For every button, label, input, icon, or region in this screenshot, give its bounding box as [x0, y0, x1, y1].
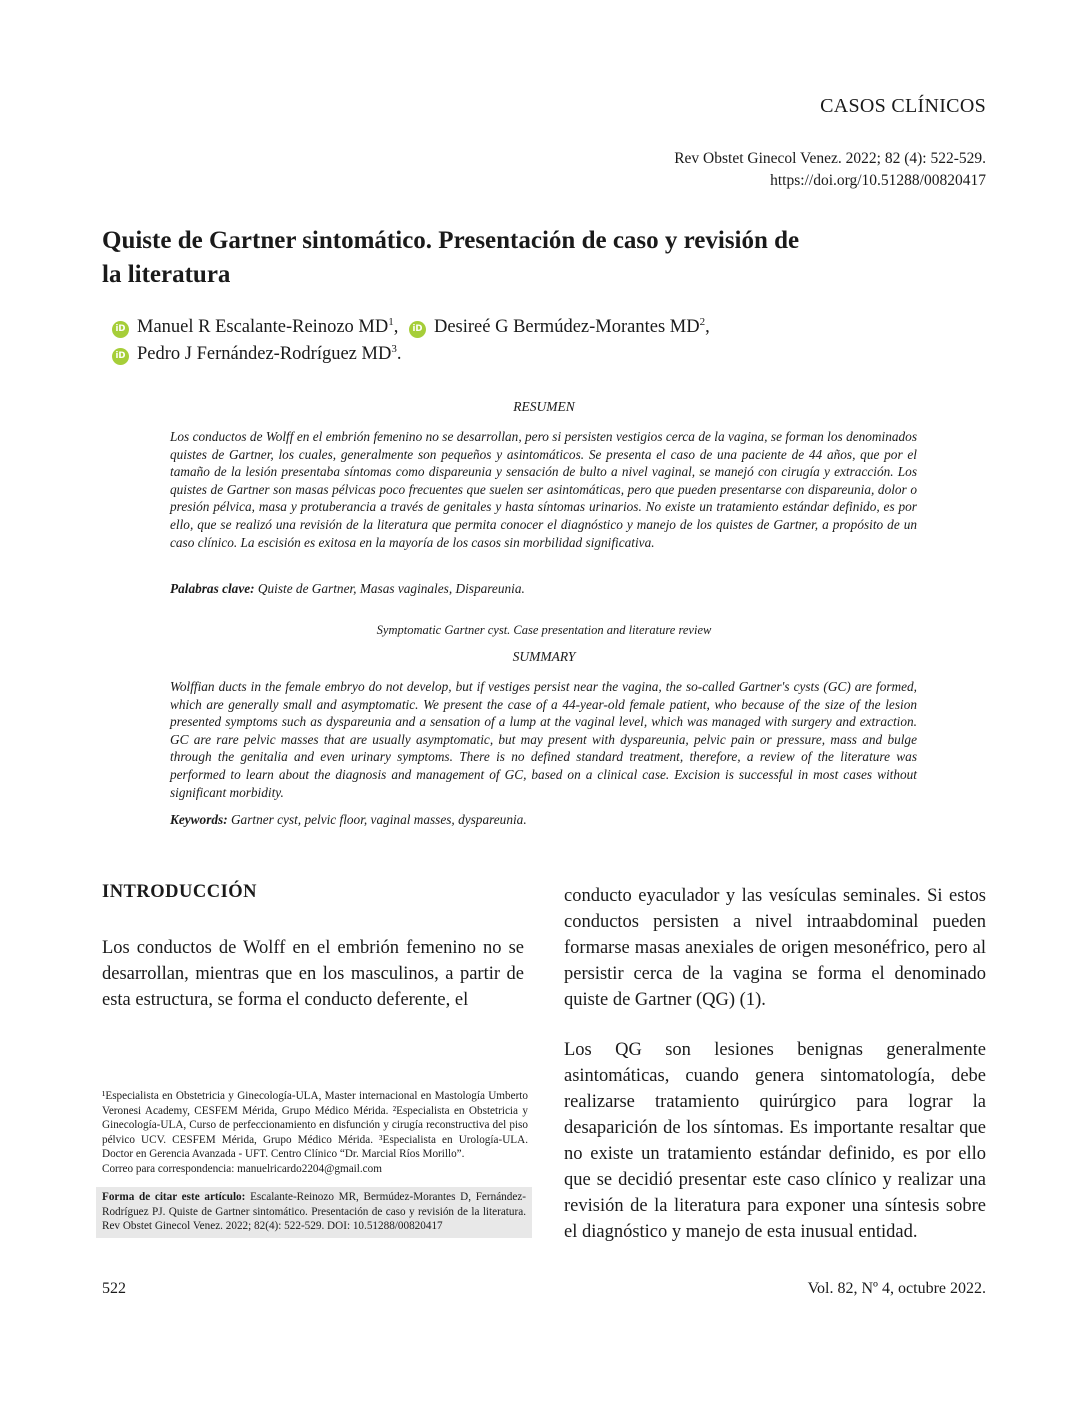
- author-3: [112, 344, 401, 364]
- summary-keywords: [170, 812, 917, 828]
- author-footnotes: [102, 1089, 528, 1177]
- intro-paragraph-2: Los QG son lesiones benignas generalmente asintomáticas, cuando genera sintomatología, debe realizarse tratamiento quirúrgico para lograr la desaparición de los síntomas. Es importante resaltar que no existe un tratamiento estándar definido, es por ello que se decidió presentar este caso clínico y realizar una revisión de la literatura para exponer una síntesis sobre el diagnóstico y manejo de esta inusual entidad.: [564, 1040, 986, 1242]
- correspondence-note: Correo para correspondencia: manuelricardo2204@gmail.com: [102, 1162, 382, 1175]
- keywords-text: Gartner cyst, pelvic floor, vaginal masses, dyspareunia.: [230, 812, 527, 827]
- author-list: [112, 314, 972, 368]
- resumen-keywords: [170, 581, 917, 597]
- section-label: CASOS CLÍNICOS: [820, 95, 986, 117]
- author-separator: ,: [705, 317, 710, 337]
- orcid-icon[interactable]: iD: [112, 348, 129, 365]
- cite-label: Forma de citar este artículo:: [102, 1191, 246, 1203]
- citation-box: [96, 1187, 532, 1238]
- author-separator: ,: [393, 317, 399, 337]
- resumen-heading: RESUMEN: [513, 399, 575, 414]
- author-separator: .: [396, 344, 402, 364]
- citation-reference: Rev Obstet Ginecol Venez. 2022; 82 (4): 522-529.: [674, 150, 986, 167]
- cite-text: Escalante-Reinozo MR, Bermúdez-Morantes D, Fernández-Rodríguez PJ. Quiste de Gartner sintomático. Presentación de caso y revisión de la literatura. Rev Obstet Ginecol Venez. 2022; 82(4): 522-529. DOI: 10.51288/00820417: [102, 1191, 527, 1233]
- article-title: Quiste de Gartner sintomático. Presentación de caso y revisión de la literatura: [102, 227, 800, 288]
- journal-citation: [674, 148, 986, 192]
- summary-heading: SUMMARY: [512, 649, 576, 664]
- author-affiliation: 1: [388, 315, 394, 328]
- author-affiliation: 3: [391, 342, 397, 355]
- orcid-icon[interactable]: iD: [112, 321, 129, 338]
- author-name: Manuel R Escalante-Reinozo MD: [137, 317, 389, 337]
- resumen-text: Los conductos de Wolff en el embrión femenino no se desarrollan, pero si persisten vestigios cerca de la vagina, se forman los denominados quistes de Gartner, los cuales, generalmente son pequeños y asintomáticos. Se presenta el caso de una paciente de 44 años, que por el tamaño de la lesión presentaba síntomas como dispareunia y sensación de bulto a nivel vaginal, se manejó con cirugía y extracción. Los quistes de Gartner son masas pélvicas poco frecuentes que suelen ser asintomáticas, pero que pueden presentarse con dispareunia, dolor o presión pélvica, masa y protuberancia a través de genitales y hasta síntomas urinarios. No existe un tratamiento estándar definido, es por ello, que se realizó una revisión de la literatura que permita conocer el diagnóstico y manejo de los quistes de Gartner, a propósito de un caso clínico. La escisión es exitosa en la mayoría de los casos sin morbilidad significativa.: [170, 429, 917, 550]
- issue-info: Vol. 82, Nº 4, octubre 2022.: [807, 1280, 986, 1297]
- doi-link[interactable]: https://doi.org/10.51288/00820417: [770, 172, 986, 189]
- author-affiliation: 2: [699, 315, 706, 328]
- keywords-text: Quiste de Gartner, Masas vaginales, Dispareunia.: [257, 581, 525, 596]
- orcid-icon[interactable]: iD: [409, 321, 426, 338]
- intro-paragraph-left: Los conductos de Wolff en el embrión femenino no se desarrollan, mientras que en los masculinos, a partir de esta estructura, se forma el conducto deferente, el: [102, 938, 524, 1010]
- keywords-label: Keywords:: [170, 812, 228, 827]
- intro-paragraph-right: conducto eyaculador y las vesículas seminales. Si estos conductos persisten a nivel intraabdominal pueden formarse masas anexiales de origen mesonéfrico, pero al persistir cerca de la vagina se forma el denominado quiste de Gartner (QG) (1).: [564, 886, 986, 1010]
- keywords-label: Palabras clave:: [170, 581, 255, 596]
- author-name: Pedro J Fernández-Rodríguez MD: [137, 344, 392, 364]
- summary-text: Wolffian ducts in the female embryo do not develop, but if vestiges persist near the vagina, the so-called Gartner's cysts (GC) are formed, which are generally small and asymptomatic. We present the case of a 44-year-old female patient, who because of the size of the lesion presented symptoms such as dyspareunia and a sensation of a lump at the vaginal level, which was managed with surgery and extraction. GC are rare pelvic masses that are usually asymptomatic, but may present with dyspareunia, pelvic pain or pressure, mass and bulge through the genitalia and even urinary symptoms. There is no defined standard treatment, therefore, a review of the literature was performed to learn about the diagnosis and management of GC, based on a clinical case. Excision is successful in most cases without significant morbidity.: [170, 679, 917, 800]
- author-1: [112, 317, 398, 337]
- author-name: Desireé G Bermúdez-Morantes MD: [433, 317, 700, 337]
- page-number: 522: [102, 1280, 126, 1297]
- affiliations-note: ¹Especialista en Obstetricia y Ginecología-ULA, Master internacional en Mastología Umberto Veronesi Academy, CESFEM Mérida, Grupo Médico Mérida. ²Especialista en Obstetricia y Ginecología-ULA, Curso de perfeccionamiento en disfunción y cirugía reconstructiva del piso pélvico UCV. CESFEM Mérida, Grupo Médico Mérida. ³Especialista en Urología-ULA. Doctor en Gerencia Avanzada - UFT. Centro Clínico “Dr. Marcial Ríos Morillo”.: [102, 1090, 528, 1161]
- english-title: Symptomatic Gartner cyst. Case presentation and literature review: [376, 623, 712, 637]
- intro-heading: INTRODUCCIÓN: [102, 882, 258, 902]
- author-2: [409, 317, 710, 337]
